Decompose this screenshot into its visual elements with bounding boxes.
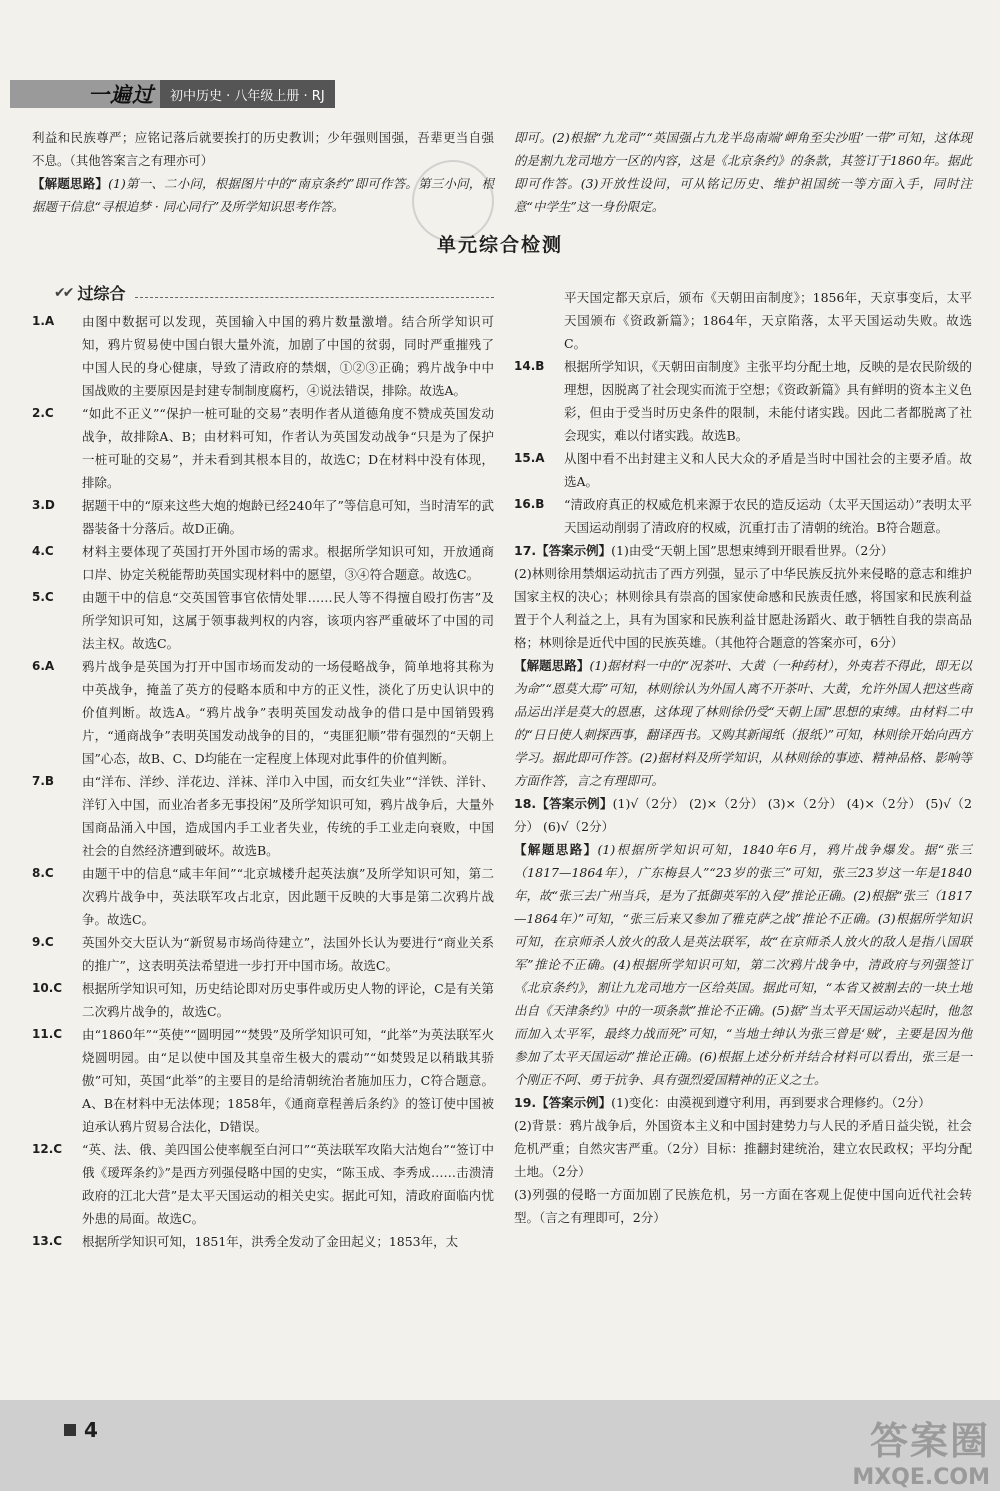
question-item bbox=[32, 977, 494, 1023]
question-number: 10.C bbox=[32, 981, 63, 995]
think-label: 【解题思路】 bbox=[32, 176, 109, 191]
answer-label: 【答案示例】 bbox=[536, 543, 612, 558]
question-18 bbox=[514, 792, 972, 1091]
think-label: 【解题思路】 bbox=[514, 842, 598, 857]
question-answer: 由图中数据可以发现，英国输入中国的鸦片数量激增。结合所学知识可知，鸦片贸易使中国白银大量外流，加剧了中国的贫弱，同时严重摧残了中国人民的身心健康，导致了清政府的禁烟，①②③正确；鸦片战争中中国战败的主要原因是封建专制制度腐朽，④说法错误，排除。故选A。 bbox=[82, 314, 494, 398]
question-answer: 由题干中的信息“交英国管事官依情处罪……民人等不得擅自殴打伤害”及所学知识可知，这属于领事裁判权的内容，该项内容严重破坏了中国的司法主权。故选C。 bbox=[82, 590, 494, 651]
page-number-text: 4 bbox=[84, 1418, 98, 1442]
question-number: 1.A bbox=[32, 314, 55, 328]
watermark-text: 答案圈 bbox=[869, 1419, 990, 1463]
question-item bbox=[32, 655, 494, 770]
answer-label: 【答案示例】 bbox=[536, 796, 613, 811]
answer-text: 利益和民族尊严；应铭记落后就要挨打的历史教训；少年强则国强，吾辈更当自强不息。（其他答案言之有理亦可） bbox=[32, 130, 494, 168]
subject-label: 初中历史 · 八年级上册 · RJ bbox=[160, 80, 335, 108]
answer-text: (1)变化：由漠视到遵守利用，再到要求合理修约。（2分） bbox=[611, 1095, 931, 1110]
question-number: 8.C bbox=[32, 866, 54, 880]
question-item bbox=[514, 493, 972, 539]
question-17 bbox=[514, 539, 972, 792]
question-item bbox=[32, 310, 494, 402]
question-item bbox=[32, 1138, 494, 1230]
question-number: 14.B bbox=[514, 359, 545, 373]
divider bbox=[135, 287, 494, 298]
question-answer: 据题干中的“原来这些大炮的炮龄已经240年了”等信息可知，当时清军的武器装备十分落后。故D正确。 bbox=[82, 498, 494, 536]
question-answer: 鸦片战争是英国为打开中国市场而发动的一场侵略战争，简单地将其称为中英战争，掩盖了英方的侵略本质和中方的正义性，淡化了历史认识中的价值判断。故选A。“鸦片战争”表明英国发动战争的借口是中国销毁鸦片，“通商战争”表明英国发动战争的目的，“夷匪犯顺”带有强烈的“天朝上国”心态，故B、C、D均能在一定程度上体现对此事件的价值判断。 bbox=[82, 659, 494, 766]
question-item bbox=[32, 586, 494, 655]
subsection-header bbox=[54, 281, 494, 304]
answer-text: (1)√（2分） (2)×（2分） (3)×（2分） (4)×（2分） (5)√（2分） (6)√（2分） bbox=[514, 796, 972, 834]
question-answer: “如此不正义”“保护一桩可耻的交易”表明作者从道德角度不赞成英国发动战争，故排除A、B；由材料可知，作者认为英国发动战争“只是为了保护一桩可耻的交易”，并未看到其根本目的，故选C；D在材料中没有体现，排除。 bbox=[82, 406, 494, 490]
right-answers bbox=[514, 286, 972, 1229]
question-answer: 根据所学知识可知，1851年，洪秀全发动了金田起义；1853年，太 bbox=[82, 1234, 459, 1249]
answer-text: (2)林则徐用禁烟运动抗击了西方列强，显示了中华民族反抗外来侵略的意志和维护国家主权的决心；林则徐具有崇高的国家使命感和民族责任感，将国家和民族利益置于个人利益之上，具有为国家和民族利益甘愿赴汤蹈火、敢于牺牲自我的崇高品格；林则徐是近代中国的民族英雄。（其他符合题意的答案亦可，6分） bbox=[514, 566, 972, 650]
question-item bbox=[32, 402, 494, 494]
question-number: 6.A bbox=[32, 659, 55, 673]
question-number: 4.C bbox=[32, 544, 54, 558]
question-number: 17. bbox=[514, 543, 537, 558]
question-item bbox=[32, 494, 494, 540]
question-answer: 根据所学知识，《天朝田亩制度》主张平均分配土地，反映的是农民阶级的理想，因脱离了社会现实而流于空想；《资政新篇》具有鲜明的资本主义色彩，但由于受当时历史条件的限制，未能付诸实践。因此二者都脱离了社会现实，难以付诸实践。故选B。 bbox=[564, 359, 972, 443]
think-text: (1)根据所学知识可知，1840年6月，鸦片战争爆发。据“张三（1817—1864年），广东梅县人”“23岁的张三”可知，张三23岁这一年是1840年，故“张三去广州当兵，是为了抵御英军的入侵”推论正确。(2)根据“张三（1817—1864年）”可知，“张三后来又参加了雅克萨之战”推论不正确。(3)根据所学知识可知，在京师杀人放火的敌人是英法联军，故“在京师杀人放火的敌人是指八国联军”推论不正确。(4)根据所学知识可知，第二次鸦片战争中，清政府与列强签订《北京条约》，割让九龙司地方一区给英国。据此可知，“本省又被割去的一块土地出自《天津条约》中的一项条款”推论不正确。(5)据“当太平天国运动兴起时，他忽而加入太平军，最终力战而死”可知，“当地士绅认为张三曾是‘贼’，主要是因为他参加了太平天国运动”推论正确。(6)根据上述分析并结合材料可以看出，张三是一个刚正不阿、勇于抗争、具有强烈爱国精神的正义之士。 bbox=[514, 842, 972, 1087]
question-answer: 材料主要体现了英国打开外国市场的需求。根据所学知识可知，开放通商口岸、协定关税能帮助英国实现材料中的愿望，③④符合题意。故选C。 bbox=[82, 544, 494, 582]
top-right-continuation bbox=[514, 126, 972, 218]
question-number: 19. bbox=[514, 1095, 537, 1110]
page-header bbox=[10, 80, 335, 108]
question-answer: 英国外交大臣认为“新贸易市场尚待建立”，法国外长认为要进行“商业关系的推广”，这表明英法希望进一步打开中国市场。故选C。 bbox=[82, 935, 494, 973]
question-item bbox=[514, 447, 972, 493]
question-number: 11.C bbox=[32, 1027, 63, 1041]
question-19 bbox=[514, 1091, 972, 1229]
watermark-logo bbox=[800, 1410, 990, 1490]
answer-label: 【答案示例】 bbox=[536, 1095, 612, 1110]
think-text: (1)据材料一中的“况茶叶、大黄（一种药材），外夷若不得此，即无以为命”“恩莫大焉”可知，林则徐认为外国人离不开茶叶、大黄，允许外国人把这些商品运出洋是莫大的恩惠，这体现了林则徐仍受“天朝上国”思想的束缚。由材料二中的“日日使人刺探西事，翻译西书。又购其新闻纸（报纸）”可知，林则徐开始向西方学习。据此即可作答。(2)据材料及所学知识，从林则徐的事迹、精神品格、影响等方面作答，言之有理即可。 bbox=[514, 658, 972, 788]
think-text: 即可。(2)根据“九龙司”“英国强占九龙半岛南端‘岬角至尖沙咀’一带”可知，这体现的是割九龙司地方一区的内容，这是《北京条约》的条款，其签订于1860年。据此即可作答。(3)开放性设问，可从铭记历史、维护祖国统一等方面入手，同时注意“中学生”这一身份限定。 bbox=[514, 130, 972, 214]
left-answers bbox=[32, 310, 494, 1253]
question-number: 3.D bbox=[32, 498, 55, 512]
brand-block bbox=[10, 80, 160, 108]
question-item bbox=[32, 931, 494, 977]
think-label: 【解题思路】 bbox=[514, 658, 590, 673]
question-item bbox=[32, 770, 494, 862]
watermark-url: MXQE.COM bbox=[852, 1465, 990, 1490]
brand-logo: 一遍过 bbox=[88, 83, 154, 107]
think-text: (1)第一、二小问，根据图片中的“南京条约”即可作答。第三小问，根据题干信息“寻根追梦 · 同心同行”及所学知识思考作答。 bbox=[32, 176, 494, 214]
question-number: 7.B bbox=[32, 774, 55, 788]
question-item bbox=[514, 355, 972, 447]
question-number: 2.C bbox=[32, 406, 54, 420]
question-answer-continued: 平天国定都天京后，颁布《天朝田亩制度》；1856年，天京事变后，太平天国颁布《资政新篇》；1864年，天京陷落，太平天国运动失败。故选C。 bbox=[564, 290, 972, 351]
square-icon bbox=[64, 1424, 76, 1436]
question-answer: 由题干中的信息“咸丰年间”“北京城楼升起英法旗”及所学知识可知，第二次鸦片战争中，英法联军攻占北京，因此题干反映的大事是第二次鸦片战争。故选C。 bbox=[82, 866, 494, 927]
question-number: 9.C bbox=[32, 935, 54, 949]
answer-text: (3)列强的侵略一方面加剧了民族危机，另一方面在客观上促使中国向近代社会转型。（言之有理即可，2分） bbox=[514, 1187, 972, 1225]
section-title: 单元综合检测 bbox=[436, 234, 563, 256]
question-number: 15.A bbox=[514, 451, 545, 465]
question-number: 13.C bbox=[32, 1234, 63, 1248]
question-answer: 由“洋布、洋纱、洋花边、洋袜、洋巾入中国，而女红失业”“洋铁、洋针、洋钉入中国，而业冶者多无事投闲”及所学知识可知，鸦片战争后，大量外国商品涌入中国，造成国内手工业者失业，传统的手工业走向衰败，中国社会的自然经济遭到破坏。故选B。 bbox=[82, 774, 494, 858]
question-answer: “英、法、俄、美四国公使率舰至白河口”“英法联军攻陷大沽炮台”“签订中俄《瑷珲条约》”是西方列强侵略中国的史实，“陈玉成、李秀成……击溃清政府的江北大营”是太平天国运动的相关史实。据此可知，清政府面临内忧外患的局面。故选C。 bbox=[82, 1142, 494, 1226]
question-number: 18. bbox=[514, 796, 537, 811]
answer-text: (2)背景：鸦片战争后，外国资本主义和中国封建势力与人民的矛盾日益尖锐，社会危机严重；自然灾害严重。（2分）目标：推翻封建统治，建立农民政权；平均分配土地。（2分） bbox=[514, 1118, 972, 1179]
question-item bbox=[32, 1023, 494, 1138]
checkmark-icon: ✔✔ bbox=[54, 284, 72, 301]
question-item bbox=[32, 540, 494, 586]
question-number: 12.C bbox=[32, 1142, 63, 1156]
question-answer: 由“1860年”“英使”“圆明园”“焚毁”及所学知识可知，“此举”为英法联军火烧圆明园。由“足以使中国及其皇帝生极大的震动”“如焚毁足以稍戢其骄傲”可知，英国“此举”的主要目的是给清朝统治者施加压力，C符合题意。A、B在材料中无法体现；1858年，《通商章程善后条约》的签订使中国被迫承认鸦片贸易合法化，D错误。 bbox=[82, 1027, 494, 1134]
question-answer: 从图中看不出封建主义和人民大众的矛盾是当时中国社会的主要矛盾。故选A。 bbox=[564, 451, 972, 489]
question-answer: 根据所学知识可知，历史结论即对历史事件或历史人物的评论，C是有关第二次鸦片战争的，故选C。 bbox=[82, 981, 494, 1019]
answer-text: (1)由受“天朝上国”思想束缚到开眼看世界。（2分） bbox=[611, 543, 894, 558]
question-item bbox=[32, 1230, 494, 1253]
subsection-title: 过综合 bbox=[77, 284, 126, 303]
question-item bbox=[32, 862, 494, 931]
question-number: 16.B bbox=[514, 497, 545, 511]
question-answer: “清政府真正的权威危机来源于农民的造反运动（太平天国运动）”表明太平天国运动削弱了清政府的权威，沉重打击了清朝的统治。B符合题意。 bbox=[564, 497, 972, 535]
question-number: 5.C bbox=[32, 590, 54, 604]
question-item bbox=[514, 286, 972, 355]
page-number bbox=[64, 1418, 98, 1442]
